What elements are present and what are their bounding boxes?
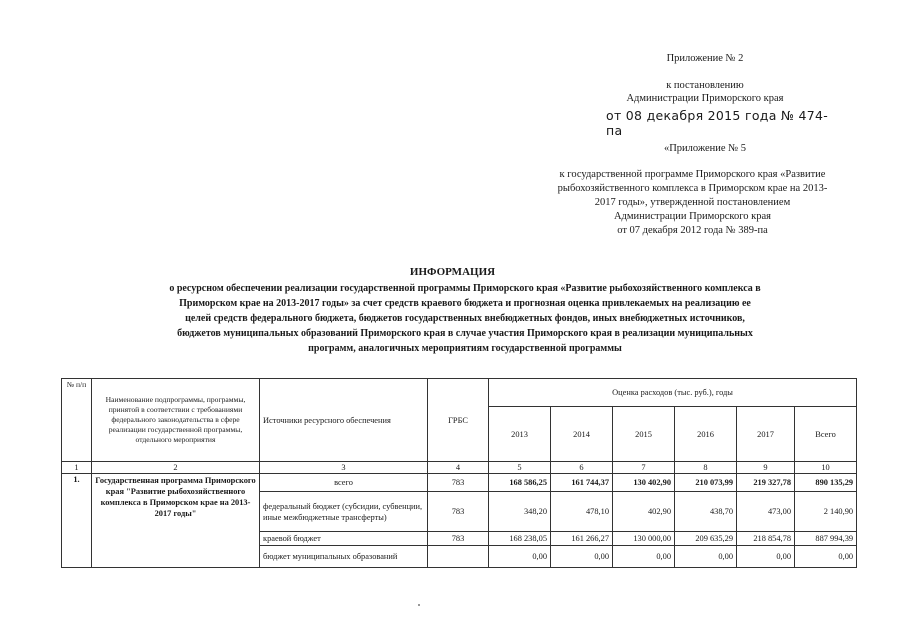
col-number: 6	[551, 462, 613, 474]
program-line: рыбохозяйственного комплекса в Приморском крае на 2013-	[557, 183, 828, 194]
to-resolution-label: к постановлению	[666, 80, 744, 91]
resource-table	[61, 378, 857, 568]
col-number: 5	[489, 462, 551, 474]
row-value: 130 000,00	[613, 532, 675, 546]
subtitle-line: бюджетов муниципальных образований Приморского края в случае участия Приморского края в реализации муниципальных	[177, 328, 753, 339]
document-subtitle	[70, 281, 860, 356]
program-reference	[520, 168, 865, 238]
header-sources: Источники ресурсного обеспечения	[260, 379, 428, 462]
col-number: 9	[737, 462, 795, 474]
row-source: краевой бюджет	[260, 532, 428, 546]
row-value: 473,00	[737, 492, 795, 532]
row-grbs: 783	[428, 532, 489, 546]
row-value: 348,20	[489, 492, 551, 532]
program-line: от 07 декабря 2012 года № 389-па	[617, 225, 768, 236]
appendix-5-label: «Приложение № 5	[663, 143, 747, 154]
table-header-row	[62, 379, 857, 407]
row-value: 210 073,99	[675, 474, 737, 492]
row-value: 0,00	[551, 546, 613, 568]
row-value: 161 266,27	[551, 532, 613, 546]
row-value: 890 135,29	[795, 474, 857, 492]
row-value: 2 140,90	[795, 492, 857, 532]
row-source: федеральный бюджет (субсидии, субвенции, иные межбюджетные трансферты)	[260, 492, 428, 532]
header-year: 2013	[489, 407, 551, 462]
subtitle-line: целей средств федерального бюджета, бюджетов государственных внебюджетных фондов, иных внебюджетных источников,	[185, 313, 745, 324]
subtitle-line: Приморском крае на 2013-2017 годы» за счет средств краевого бюджета и прогнозная оценка привлекаемых на реализацию ее	[179, 298, 751, 309]
row-value: 0,00	[737, 546, 795, 568]
col-number: 1	[62, 462, 92, 474]
row-value: 0,00	[675, 546, 737, 568]
header-total: Всего	[795, 407, 857, 462]
row-value: 478,10	[551, 492, 613, 532]
row-value: 402,90	[613, 492, 675, 532]
col-number: 2	[92, 462, 260, 474]
header-num: № п/п	[62, 379, 92, 462]
subtitle-line: программ, аналогичных мероприятиям государственной программы	[308, 343, 622, 354]
header-name: Наименование подпрограммы, программы, принятой в соответствии с требованиями федерального законодательства в сфере реализации государственной программы, отдельного мероприятия	[92, 379, 260, 462]
header-year: 2014	[551, 407, 613, 462]
row-value: 168 238,05	[489, 532, 551, 546]
row-value: 161 744,37	[551, 474, 613, 492]
row-value: 168 586,25	[489, 474, 551, 492]
row-source: бюджет муниципальных образований	[260, 546, 428, 568]
row-source: всего	[260, 474, 428, 492]
header-year: 2017	[737, 407, 795, 462]
row-value: 438,70	[675, 492, 737, 532]
appendix-2-label: Приложение № 2	[666, 53, 744, 64]
scan-speck	[418, 604, 420, 606]
subtitle-line: о ресурсном обеспечении реализации государственной программы Приморского края «Развитие рыбохозяйственного комплекса в	[169, 283, 761, 294]
header-estimate: Оценка расходов (тыс. руб.), годы	[489, 379, 857, 407]
row-num: 1.	[62, 474, 92, 568]
program-line: 2017 годы», утвержденной постановлением	[594, 197, 791, 208]
col-number: 3	[260, 462, 428, 474]
header-year: 2015	[613, 407, 675, 462]
row-value: 0,00	[795, 546, 857, 568]
col-number: 4	[428, 462, 489, 474]
row-value: 218 854,78	[737, 532, 795, 546]
header-grbs: ГРБС	[428, 379, 489, 462]
program-line: к государственной программе Приморского края «Развитие	[559, 169, 826, 180]
col-number: 10	[795, 462, 857, 474]
header-year: 2016	[675, 407, 737, 462]
row-grbs: 783	[428, 492, 489, 532]
row-program-name: Государственная программа Приморского края "Развитие рыбохозяйственного комплекса в Приморском крае на 2013-2017 годы"	[92, 474, 260, 568]
table-row	[62, 474, 857, 492]
column-number-row	[62, 462, 857, 474]
col-number: 8	[675, 462, 737, 474]
decree-date-stamp: от 08 декабря 2015 года № 474-па	[606, 108, 829, 138]
row-grbs: 783	[428, 474, 489, 492]
col-number: 7	[613, 462, 675, 474]
row-value: 0,00	[613, 546, 675, 568]
program-line: Администрации Приморского края	[613, 211, 772, 222]
row-value: 130 402,90	[613, 474, 675, 492]
row-value: 0,00	[489, 546, 551, 568]
row-value: 219 327,78	[737, 474, 795, 492]
administration-label: Администрации Приморского края	[626, 93, 784, 104]
document-title: ИНФОРМАЦИЯ	[409, 266, 496, 278]
row-value: 209 635,29	[675, 532, 737, 546]
row-value: 887 994,39	[795, 532, 857, 546]
row-grbs	[428, 546, 489, 568]
